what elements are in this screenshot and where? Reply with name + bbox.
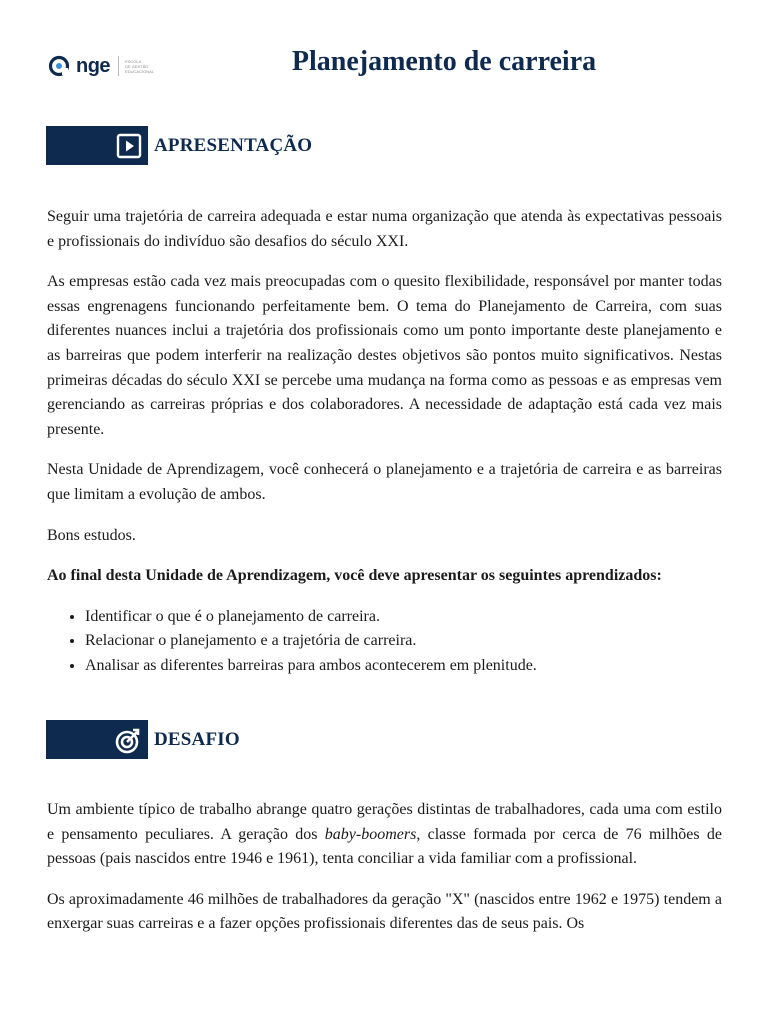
- play-icon: [116, 133, 142, 159]
- apresentacao-body: [47, 205, 722, 679]
- paragraph: Bons estudos.: [47, 526, 136, 544]
- section-title-apresentacao: APRESENTAÇÃO: [154, 134, 313, 156]
- target-icon: [114, 727, 142, 755]
- section-header-bar: [46, 126, 148, 165]
- paragraph: Nesta Unidade de Aprendizagem, você conhecerá o planejamento e a trajetória de carreira e as barreiras que limitam a evolução de ambos.: [47, 461, 722, 503]
- objectives-heading: Ao final desta Unidade de Aprendizagem, você deve apresentar os seguintes aprendizados:: [47, 567, 662, 585]
- logo-text: nge: [76, 55, 111, 77]
- objectives-list: [47, 605, 722, 679]
- paragraph: Seguir uma trajetória de carreira adequada e estar numa organização que atenda às expectativas pessoais e profissionais do indivíduo são desafios do século XXI.: [47, 208, 722, 250]
- list-item: • Identificar o que é o planejamento de carreira.: [85, 605, 722, 630]
- emphasis-baby-boomers: baby-boomers: [324, 825, 417, 843]
- page-title: Planejamento de carreira: [291, 46, 597, 77]
- section-title-desafio: DESAFIO: [154, 728, 240, 750]
- section-header-apresentacao: [46, 126, 312, 165]
- paragraph: As empresas estão cada vez mais preocupadas com o quesito flexibilidade, responsável por manter todas essas engrenagens funcionando perfeitamente bem. O tema do Planejamento de Carreira, com suas diferentes nuances inclui a trajetória dos profissionais como um ponto importante deste planejamento e as barreiras que podem interferir na realização destes objetivos são pontos muito significativos. Nestas primeiras décadas do século XXI se percebe uma mudança na forma como as pessoas e as empresas vem gerenciando as carreiras próprias e dos colaboradores. A necessidade de adaptação está cada vez mais presente.: [47, 273, 722, 438]
- list-item: • Relacionar o planejamento e a trajetória de carreira.: [85, 629, 722, 654]
- paragraph: Um ambiente típico de trabalho abrange quatro gerações distintas de trabalhadores, cada uma com estilo e pensamento peculiares. A geração dos baby-boomers, classe formada por cerca de 76 milhões de pessoas (pais nascidos entre 1946 e 1961), tenta conciliar a vida familiar com a profissional.: [47, 801, 723, 868]
- list-item: • Analisar as diferentes barreiras para ambos acontecerem em plenitude.: [85, 654, 722, 679]
- paragraph: Os aproximadamente 46 milhões de trabalhadores da geração "X" (nascidos entre 1962 e 1975) tendem a enxergar suas carreiras e a fazer opções profissionais diferentes das de seus pais. Os: [47, 890, 722, 933]
- desafio-body: [47, 798, 722, 953]
- section-header-desafio: [46, 720, 240, 759]
- section-header-bar: [46, 720, 148, 759]
- logo-subtext: ESCOLA DE GESTÃO EDUCACIONAL: [125, 58, 154, 74]
